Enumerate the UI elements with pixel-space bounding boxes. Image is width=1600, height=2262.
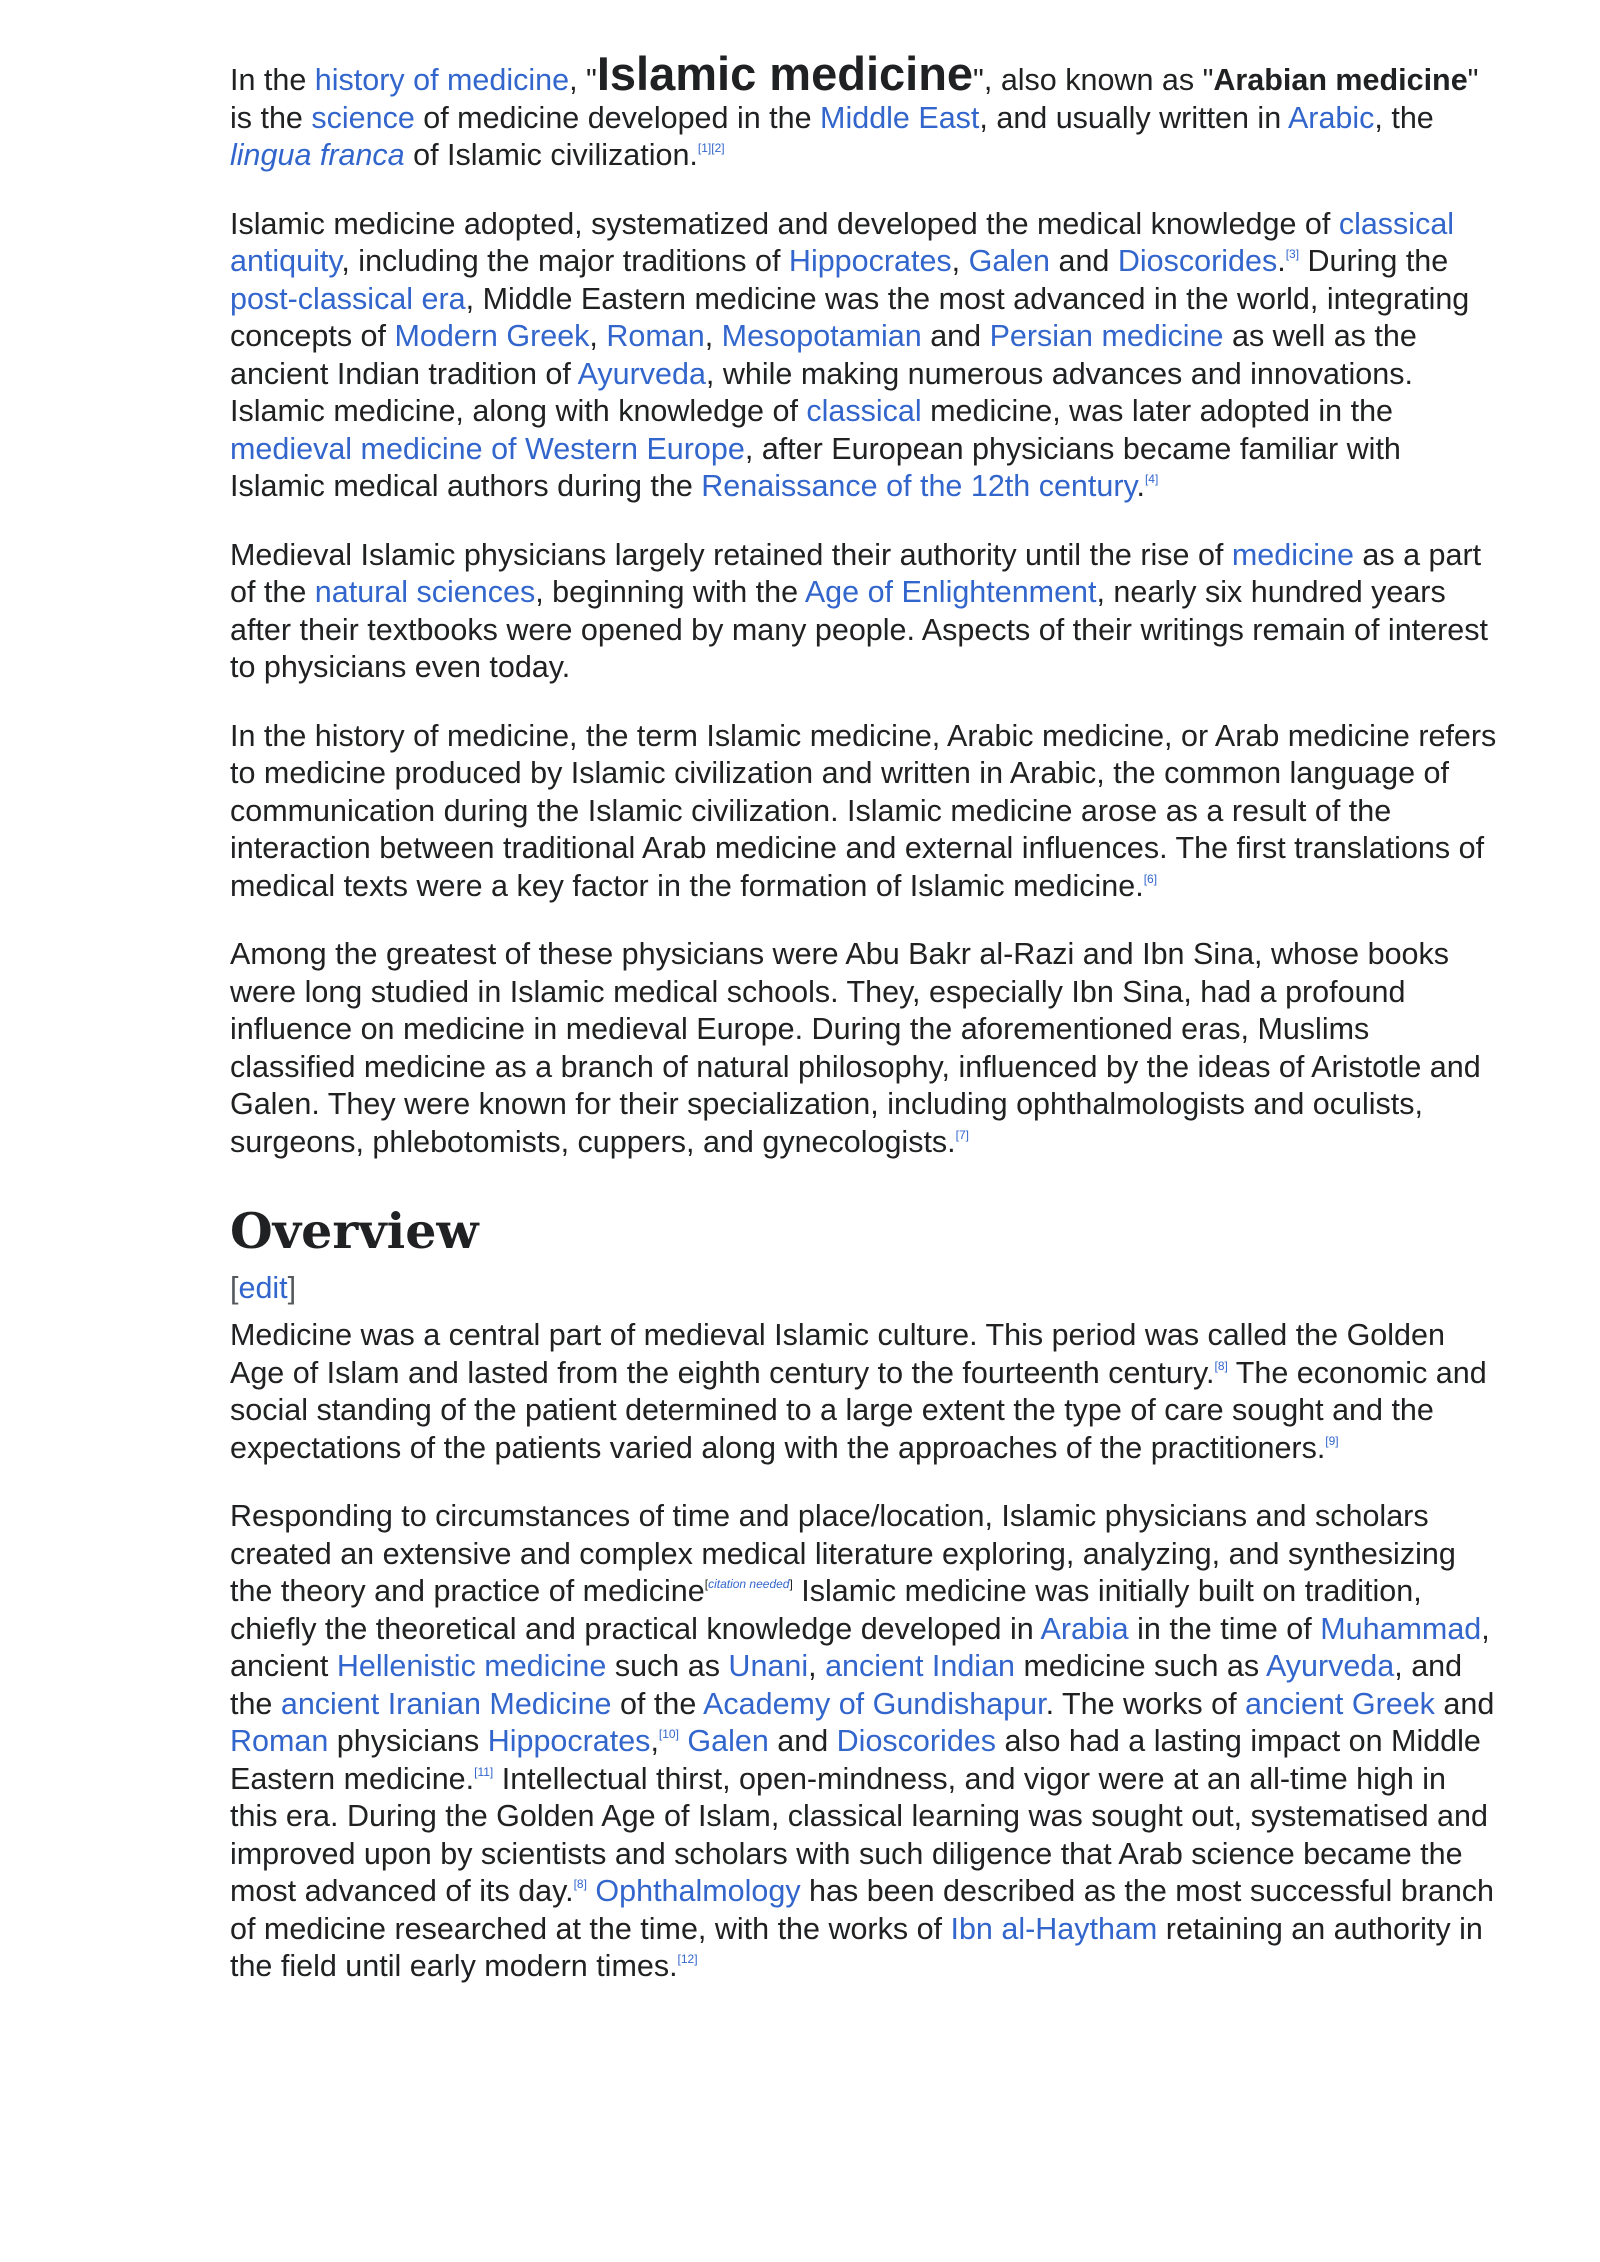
link-text: lingua franca	[230, 138, 405, 172]
text: , after European physicians became familiar with Islamic medical authors during the	[230, 431, 1401, 503]
text: Islamic medicine was initially built on tradition, chiefly the theoretical and practical knowledge developed in	[230, 1574, 1422, 1646]
text: ,	[951, 244, 969, 278]
link-ancient-greek[interactable]: ancient Greek	[1245, 1686, 1435, 1721]
citation-ref[interactable]: [7]	[955, 1127, 969, 1142]
link-unani[interactable]: Unani	[728, 1649, 809, 1683]
text: as well as the ancient Indian tradition of	[230, 319, 1417, 391]
text: The economic and social standing of the patient determined to a large extent the type of care sought and the expectations of the patients varied along with the approaches of the practitioners.	[230, 1355, 1487, 1465]
link-dioscorides[interactable]: Dioscorides	[836, 1724, 996, 1758]
citation-ref[interactable]: [12]	[677, 1952, 698, 1966]
link-modern-greek[interactable]: Modern Greek	[394, 319, 590, 353]
link-natural-sciences[interactable]: natural sciences	[314, 575, 536, 609]
text: Medieval Islamic physicians largely retained their authority until the rise of	[230, 537, 1232, 572]
text: also had a lasting impact on Middle Eastern medicine.	[230, 1724, 1481, 1796]
citation-ref[interactable]: [10]	[658, 1727, 679, 1741]
link-post-classical-era[interactable]: post-classical era	[230, 281, 466, 316]
text: Islamic medicine adopted, systematized and developed the medical knowledge of	[230, 206, 1339, 241]
link-ancient-indian[interactable]: ancient Indian	[825, 1649, 1016, 1683]
bracket: [	[230, 1271, 239, 1305]
text: in the time of	[1128, 1611, 1321, 1646]
text: physicians	[328, 1724, 488, 1758]
text: "	[586, 63, 597, 97]
text: of the	[611, 1686, 704, 1721]
text: , the	[1374, 100, 1434, 135]
text: ", also known as "	[973, 63, 1214, 97]
bracket: [	[704, 1577, 709, 1591]
citation-ref[interactable]: [9]	[1325, 1433, 1339, 1448]
link-ophthalmology[interactable]: Ophthalmology	[595, 1874, 801, 1908]
article-title: Islamic medicine	[596, 47, 974, 100]
link-arabic[interactable]: Arabic	[1287, 100, 1375, 135]
text: and	[1434, 1686, 1495, 1721]
paragraph	[230, 537, 1500, 687]
paragraph	[230, 718, 1500, 906]
text: , Middle Eastern medicine was the most advanced in the world, integrating concepts of	[230, 281, 1470, 353]
text: , including the major traditions of	[341, 244, 789, 278]
text: Among the greatest of these physicians were Abu Bakr al-Razi and Ibn Sina, whose books were long studied in Islamic medical schools. They, especially Ibn Sina, had a profound influence on medicine in medieval Europe. During the aforementioned eras, Muslims classified medicine as a branch of natural philosophy, influenced by the ideas of Aristotle and Galen. They were known for their specialization, including ophthalmologists and oculists, surgeons, phlebotomists, cuppers, and gynecologists.	[230, 937, 1481, 1159]
text: ,	[569, 63, 587, 97]
text: , nearly six hundred years after their textbooks were opened by many people. Aspects of their writings remain of interest to physicians even today.	[230, 575, 1488, 684]
link-medicine[interactable]: medicine	[1231, 537, 1354, 572]
text: , and usually written in	[979, 100, 1288, 135]
link-medieval-medicine-western-europe[interactable]: medieval medicine of Western Europe	[230, 431, 745, 466]
text: and	[921, 319, 990, 353]
citation-ref[interactable]: [8]	[573, 1877, 587, 1891]
link-middle-east[interactable]: Middle East	[820, 100, 980, 135]
link-roman[interactable]: Roman	[230, 1724, 329, 1758]
link-age-of-enlightenment[interactable]: Age of Enlightenment	[804, 575, 1097, 609]
edit-link[interactable]: edit	[238, 1271, 288, 1305]
section-heading-overview: Overview	[230, 1202, 479, 1260]
citation-ref[interactable]: [1]	[697, 141, 712, 155]
link-hippocrates[interactable]: Hippocrates	[788, 244, 952, 278]
text: . The works of	[1045, 1686, 1246, 1721]
link-academy-of-gundishapur[interactable]: Academy of Gundishapur	[703, 1686, 1046, 1721]
text: Responding to circumstances of time and place/location, Islamic physicians and scholars created an extensive and complex medical literature exploring, analyzing, and synthesizing the theory and practice of medicine	[230, 1499, 1456, 1608]
citation-ref[interactable]: [4]	[1144, 472, 1159, 486]
link-text: citation needed	[708, 1577, 790, 1591]
citation-ref[interactable]: [2]	[711, 141, 725, 155]
citation-needed	[705, 1577, 793, 1591]
link-mesopotamian[interactable]: Mesopotamian	[721, 319, 922, 353]
text: such as	[606, 1649, 729, 1683]
edit-section	[230, 1269, 1500, 1307]
link-lingua-franca[interactable]	[230, 138, 405, 172]
text: Intellectual thirst, open-mindness, and vigor were at an all-time high in this era. During the Golden Age of Islam, classical learning was sought out, systematised and improved upon by scientists and scholars with such diligence that Arab science became the most advanced of its day.	[230, 1761, 1488, 1908]
text: has been described as the most successful branch of medicine researched at the time, with the works of	[230, 1874, 1494, 1946]
text: , and the	[230, 1649, 1463, 1721]
text: ,	[589, 319, 607, 353]
paragraph	[230, 1317, 1500, 1467]
link-history-of-medicine[interactable]: history of medicine	[314, 63, 570, 97]
text: ,	[808, 1649, 826, 1683]
intro-paragraph	[230, 47, 1500, 175]
link-galen[interactable]: Galen	[687, 1724, 769, 1758]
link-classical[interactable]: classical	[806, 394, 922, 428]
link-ibn-al-haytham[interactable]: Ibn al-Haytham	[950, 1911, 1158, 1946]
paragraph	[230, 1498, 1500, 1986]
text: .	[1136, 469, 1145, 503]
text: of Islamic civilization.	[404, 138, 698, 172]
link-roman[interactable]: Roman	[606, 319, 705, 353]
link-ayurveda[interactable]: Ayurveda	[577, 356, 706, 391]
link-ayurveda[interactable]: Ayurveda	[1265, 1649, 1395, 1683]
text: and	[768, 1724, 837, 1758]
text: of medicine developed in the	[414, 100, 821, 135]
link-classical-antiquity[interactable]: classical antiquity	[230, 206, 1455, 278]
citation-ref[interactable]: [8]	[1214, 1358, 1228, 1373]
text: " is the	[230, 63, 1479, 135]
link-galen[interactable]: Galen	[968, 244, 1051, 278]
link-muhammad[interactable]: Muhammad	[1320, 1611, 1482, 1646]
link-ancient-iranian-medicine[interactable]: ancient Iranian Medicine	[280, 1686, 612, 1721]
text: In the	[230, 63, 315, 97]
link-hellenistic-medicine[interactable]: Hellenistic medicine	[336, 1649, 607, 1683]
link-dioscorides[interactable]: Dioscorides	[1117, 244, 1278, 278]
text: , ancient	[230, 1611, 1490, 1683]
text: as a part of the	[230, 537, 1482, 609]
bracket: ]	[287, 1271, 297, 1305]
text: Medicine was a central part of medieval Islamic culture. This period was called the Golden Age of Islam and lasted from the eighth century to the fourteenth century.	[230, 1318, 1445, 1390]
citation-ref[interactable]: [11]	[474, 1764, 494, 1779]
link-persian-medicine[interactable]: Persian medicine	[989, 319, 1224, 353]
text: and	[1050, 244, 1118, 278]
text: retaining an authority in the field until early modern times.	[230, 1911, 1483, 1983]
text: , beginning with the	[535, 575, 805, 609]
link-arabia[interactable]: Arabia	[1040, 1611, 1129, 1646]
text: medicine such as	[1015, 1649, 1266, 1683]
text: In the history of medicine, the term Islamic medicine, Arabic medicine, or Arab medicine refers to medicine produced by Islamic civilization and written in Arabic, the common language of communication during the Islamic civilization. Islamic medicine arose as a result of the interaction between traditional Arab medicine and external influences. The first translations of medical texts were a key factor in the formation of Islamic medicine.	[230, 718, 1497, 903]
link-renaissance-12th-century[interactable]: Renaissance of the 12th century	[701, 469, 1137, 503]
citation-ref[interactable]: [6]	[1143, 871, 1158, 886]
article-body	[230, 47, 1500, 2017]
alt-name: Arabian medicine	[1213, 63, 1468, 97]
text: ,	[704, 319, 722, 353]
text: During the	[1299, 244, 1449, 278]
text: .	[1277, 244, 1286, 278]
citation-needed-link[interactable]	[708, 1577, 789, 1591]
paragraph	[230, 206, 1500, 506]
text: medicine, was later adopted in the	[921, 394, 1394, 428]
link-hippocrates[interactable]: Hippocrates	[487, 1724, 651, 1758]
citation-ref[interactable]: [3]	[1285, 247, 1300, 261]
link-science[interactable]: science	[311, 100, 415, 135]
paragraph	[230, 936, 1500, 1161]
text: , while making numerous advances and innovations. Islamic medicine, along with knowledge of	[230, 356, 1413, 428]
bracket: ]	[789, 1577, 793, 1591]
text: ,	[650, 1724, 659, 1758]
